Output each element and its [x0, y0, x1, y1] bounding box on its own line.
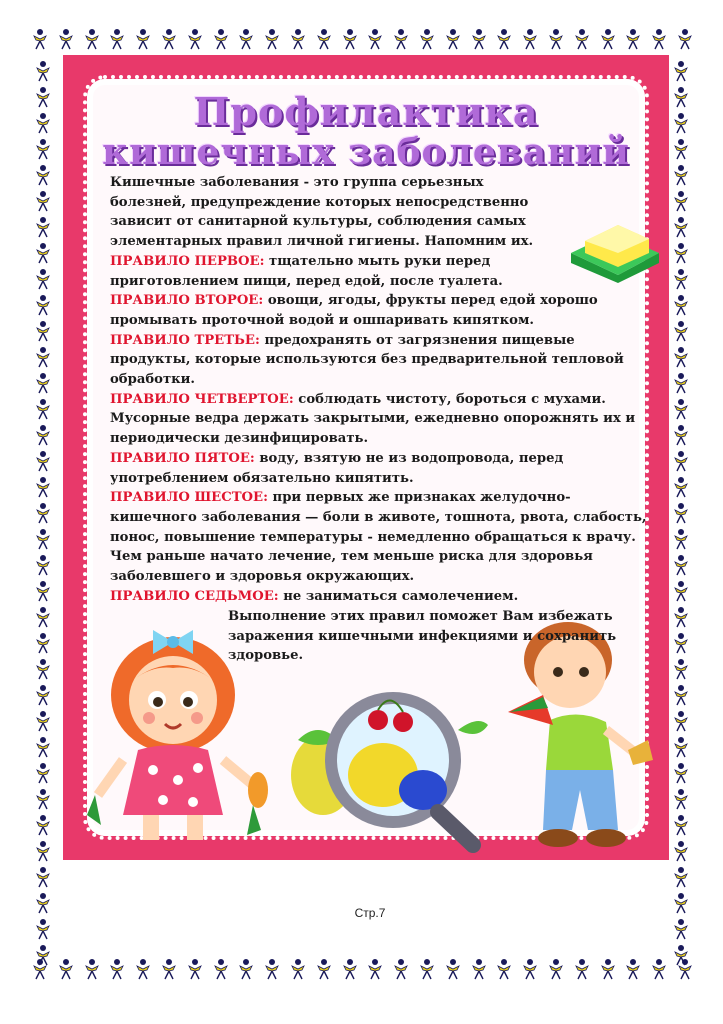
border-figure-icon [133, 28, 153, 54]
border-figure-icon [671, 918, 691, 944]
border-figure-icon [494, 28, 514, 54]
border-figure-icon [649, 28, 669, 54]
border-figure-icon [185, 958, 205, 984]
border-figure-icon [671, 814, 691, 840]
border-figure-icon [671, 164, 691, 190]
border-figure-icon [33, 840, 53, 866]
magnifier-fruit-illustration [278, 680, 508, 855]
border-figure-icon [671, 892, 691, 918]
rule-label: ПРАВИЛО ШЕСТОЕ: [110, 490, 268, 506]
border-figure-icon [159, 958, 179, 984]
border-figure-icon [671, 684, 691, 710]
rule-text: воду, взятую не из водопровода, перед употреблением обязательно кипятить. [110, 450, 564, 486]
rule-text: предохранять от загрязнения пищевые продукты, которые используются без предварительной тепловой обработки. [110, 332, 624, 388]
rule-6 [110, 488, 650, 587]
border-figure-icon [671, 268, 691, 294]
border-figure-icon [185, 28, 205, 54]
title-line-1: Профилактика [193, 89, 539, 134]
border-figure-icon [391, 28, 411, 54]
border-figure-icon [598, 28, 618, 54]
rule-5 [110, 449, 650, 488]
border-figure-icon [671, 138, 691, 164]
border-figure-icon [33, 502, 53, 528]
border-figure-icon [671, 346, 691, 372]
border-figure-icon [671, 580, 691, 606]
border-figure-icon [671, 944, 691, 970]
border-figure-icon [56, 958, 76, 984]
decorative-border-top [30, 28, 695, 54]
border-figure-icon [33, 554, 53, 580]
border-figure-icon [33, 424, 53, 450]
border-figure-icon [365, 958, 385, 984]
border-figure-icon [33, 710, 53, 736]
border-figure-icon [340, 28, 360, 54]
border-figure-icon [82, 958, 102, 984]
border-figure-icon [211, 28, 231, 54]
border-figure-icon [33, 320, 53, 346]
border-figure-icon [494, 958, 514, 984]
border-figure-icon [33, 164, 53, 190]
rule-2 [110, 291, 650, 330]
border-figure-icon [33, 112, 53, 138]
border-figure-icon [236, 28, 256, 54]
border-figure-icon [33, 346, 53, 372]
border-figure-icon [33, 294, 53, 320]
rule-text: не заниматься самолечением. [278, 588, 519, 604]
border-figure-icon [671, 86, 691, 112]
border-figure-icon [671, 216, 691, 242]
border-figure-icon [33, 866, 53, 892]
border-figure-icon [33, 814, 53, 840]
rule-text: тщательно мыть руки перед приготовлением пищи, перед едой, после туалета. [110, 253, 503, 289]
decorative-border-bottom [30, 958, 695, 984]
border-figure-icon [33, 632, 53, 658]
border-figure-icon [33, 216, 53, 242]
border-figure-icon [671, 372, 691, 398]
rule-label: ПРАВИЛО ТРЕТЬЕ: [110, 332, 260, 348]
border-figure-icon [33, 684, 53, 710]
border-figure-icon [671, 294, 691, 320]
border-figure-icon [288, 28, 308, 54]
border-figure-icon [33, 528, 53, 554]
border-figure-icon [33, 918, 53, 944]
border-figure-icon [33, 398, 53, 424]
border-figure-icon [33, 138, 53, 164]
rule-7 [110, 587, 650, 607]
border-figure-icon [671, 658, 691, 684]
rule-text: при первых же признаках желудочно-кишечного заболевания — боли в животе, тошнота, рвота, слабость, понос, повышение температуры - немедленно обращаться к врачу. Чем раньше начато лечение, тем меньше риска для здоровья заболевшего и здоровья окружающих. [110, 490, 647, 585]
border-figure-icon [443, 958, 463, 984]
border-figure-icon [33, 762, 53, 788]
border-figure-icon [236, 958, 256, 984]
border-figure-icon [572, 958, 592, 984]
border-figure-icon [56, 28, 76, 54]
intro-paragraph: Кишечные заболевания - это группа серьезных болезней, предупреждение которых непосредственно зависит от санитарной культуры, соблюдения самых элементарных правил личной гигиены. Напомним их. [110, 175, 534, 250]
poster-title [63, 89, 669, 173]
border-figure-icon [33, 788, 53, 814]
border-figure-icon [33, 736, 53, 762]
rule-label: ПРАВИЛО ПЕРВОЕ: [110, 253, 265, 269]
border-figure-icon [671, 320, 691, 346]
border-figure-icon [572, 28, 592, 54]
border-figure-icon [82, 28, 102, 54]
rule-label: ПРАВИЛО ЧЕТВЕРТОЕ: [110, 391, 294, 407]
border-figure-icon [211, 958, 231, 984]
border-figure-icon [671, 398, 691, 424]
border-figure-icon [443, 28, 463, 54]
border-figure-icon [598, 958, 618, 984]
decorative-border-right [668, 60, 694, 955]
border-figure-icon [623, 958, 643, 984]
border-figure-icon [671, 632, 691, 658]
border-figure-icon [671, 606, 691, 632]
border-figure-icon [671, 60, 691, 86]
title-line-2: кишечных заболеваний [102, 131, 630, 173]
border-figure-icon [671, 242, 691, 268]
border-figure-icon [671, 840, 691, 866]
border-figure-icon [671, 710, 691, 736]
border-figure-icon [33, 450, 53, 476]
border-figure-icon [262, 958, 282, 984]
border-figure-icon [671, 866, 691, 892]
decorative-border-left [30, 60, 56, 955]
border-figure-icon [417, 28, 437, 54]
border-figure-icon [314, 958, 334, 984]
border-figure-icon [133, 958, 153, 984]
border-figure-icon [33, 580, 53, 606]
border-figure-icon [520, 28, 540, 54]
border-figure-icon [623, 28, 643, 54]
border-figure-icon [671, 502, 691, 528]
border-figure-icon [671, 112, 691, 138]
border-figure-icon [33, 372, 53, 398]
border-figure-icon [30, 28, 50, 54]
border-figure-icon [33, 944, 53, 970]
rule-text: соблюдать чистоту, бороться с мухами. Мусорные ведра держать закрытыми, ежедневно опорожнять их и периодически дезинфицировать. [110, 391, 636, 447]
border-figure-icon [546, 28, 566, 54]
border-figure-icon [671, 554, 691, 580]
border-figure-icon [365, 28, 385, 54]
rule-label: ПРАВИЛО ВТОРОЕ: [110, 293, 264, 309]
border-figure-icon [417, 958, 437, 984]
border-figure-icon [262, 28, 282, 54]
border-figure-icon [107, 28, 127, 54]
border-figure-icon [671, 762, 691, 788]
border-figure-icon [33, 242, 53, 268]
border-figure-icon [159, 28, 179, 54]
border-figure-icon [33, 476, 53, 502]
border-figure-icon [314, 28, 334, 54]
border-figure-icon [671, 736, 691, 762]
border-figure-icon [671, 788, 691, 814]
border-figure-icon [33, 268, 53, 294]
border-figure-icon [33, 892, 53, 918]
border-figure-icon [33, 60, 53, 86]
border-figure-icon [671, 424, 691, 450]
border-figure-icon [520, 958, 540, 984]
rule-label: ПРАВИЛО ПЯТОЕ: [110, 450, 255, 466]
border-figure-icon [546, 958, 566, 984]
page-number: Стр.7 [354, 906, 386, 920]
poster-body [110, 173, 650, 606]
rule-label: ПРАВИЛО СЕДЬМОЕ: [110, 588, 279, 604]
rule-text: овощи, ягоды, фрукты перед едой хорошо промывать проточной водой и ошпаривать кипятком. [110, 293, 598, 328]
rule-4 [110, 390, 650, 449]
border-figure-icon [469, 28, 489, 54]
closing-text: Выполнение этих правил поможет Вам избежать заражения кишечными инфекциями и сохранить здоровье. [228, 609, 617, 664]
border-figure-icon [288, 958, 308, 984]
border-figure-icon [671, 190, 691, 216]
border-figure-icon [671, 528, 691, 554]
rule-1 [110, 252, 550, 291]
border-figure-icon [107, 958, 127, 984]
border-figure-icon [469, 958, 489, 984]
border-figure-icon [671, 450, 691, 476]
border-figure-icon [675, 28, 695, 54]
border-figure-icon [340, 958, 360, 984]
border-figure-icon [33, 190, 53, 216]
border-figure-icon [649, 958, 669, 984]
border-figure-icon [33, 86, 53, 112]
border-figure-icon [33, 658, 53, 684]
rule-3 [110, 331, 650, 390]
border-figure-icon [391, 958, 411, 984]
border-figure-icon [671, 476, 691, 502]
border-figure-icon [33, 606, 53, 632]
